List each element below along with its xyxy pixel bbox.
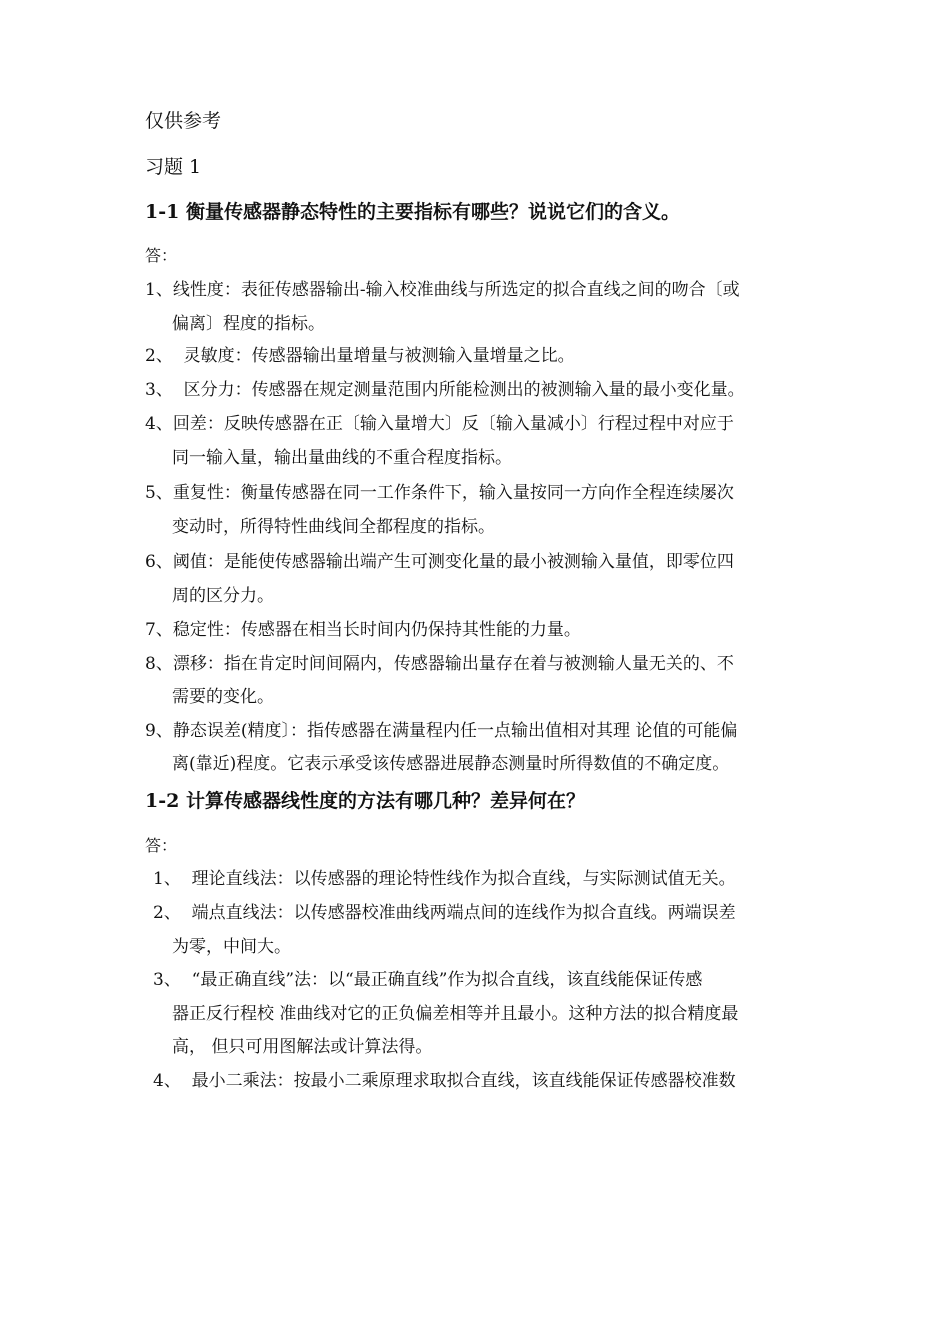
- q2-item-3-cont-2: 高， 但只可用图解法或计算法得。: [172, 1037, 433, 1057]
- item-number: 1、: [145, 280, 173, 300]
- item-text: 灵敏度：传感器输出量增量与被测输入量增量之比。: [183, 346, 575, 366]
- item-text: 回差：反映传感器在正〔输入量增大〕反〔输入量减小〕行程过程中对应于: [172, 414, 734, 434]
- q1-item-2: [145, 345, 575, 367]
- item-number: 2、: [145, 346, 173, 366]
- q1-item-5-cont: 变动时，所得特性曲线间全都程度的指标。: [172, 517, 495, 537]
- answer-label-1: 答：: [145, 246, 178, 265]
- chapter-title: 习题 1: [145, 156, 202, 178]
- q2-item-1: [153, 868, 736, 890]
- item-number: 1、: [153, 869, 181, 889]
- answer-label-2: 答：: [145, 836, 178, 855]
- item-text: 线性度：表征传感器输出-输入校准曲线与所选定的拟合直线之间的吻合〔或: [172, 280, 740, 300]
- q1-item-4-cont: 同一输入量，输出量曲线的不重合程度指标。: [172, 448, 512, 468]
- question-1-2: 1-2 计算传感器线性度的方法有哪几种？差异何在？: [145, 790, 585, 812]
- q2-item-3-cont-1: 器正反行程校 准曲线对它的正负偏差相等并且最小。这种方法的拟合精度最: [172, 1004, 739, 1024]
- item-text: 端点直线法：以传感器校准曲线两端点间的连线作为拟合直线。两端误差: [191, 903, 736, 923]
- q1-item-7: [145, 619, 581, 641]
- q1-item-9: [145, 720, 737, 742]
- q2-item-2: [153, 902, 736, 924]
- item-text: 漂移：指在肯定时间间隔内，传感器输出量存在着与被测输人量无关的、不: [172, 654, 734, 674]
- item-text: 稳定性：传感器在相当长时间内仍保持其性能的力量。: [172, 620, 581, 640]
- item-text: 区分力：传感器在规定测量范围内所能检测出的被测输入量的最小变化量。: [183, 380, 745, 400]
- item-number: 4、: [153, 1071, 181, 1091]
- q1-item-1: [145, 279, 740, 301]
- item-text: 理论直线法：以传感器的理论特性线作为拟合直线，与实际测试值无关。: [191, 869, 736, 889]
- item-text: “最正确直线”法：以“最正确直线”作为拟合直线，该直线能保证传感: [191, 970, 703, 990]
- item-number: 3、: [145, 380, 173, 400]
- q1-item-3: [145, 379, 745, 401]
- reference-note: 仅供参考: [145, 110, 222, 132]
- q1-item-8: [145, 653, 734, 675]
- item-text: 重复性：衡量传感器在同一工作条件下，输入量按同一方向作全程连续屡次: [172, 483, 734, 503]
- item-text: 阈值：是能使传感器输出端产生可测变化量的最小被测输入量值，即零位四: [172, 552, 734, 572]
- question-1-1: 1-1 衡量传感器静态特性的主要指标有哪些？说说它们的含义。: [145, 201, 680, 223]
- item-number: 4、: [145, 414, 173, 434]
- q1-item-5: [145, 482, 734, 504]
- q2-item-4: [153, 1070, 736, 1092]
- q2-item-3: [153, 969, 702, 991]
- q1-item-6: [145, 551, 734, 573]
- q1-item-8-cont: 需要的变化。: [172, 687, 274, 707]
- item-number: 6、: [145, 552, 173, 572]
- item-number: 8、: [145, 654, 173, 674]
- q1-item-9-cont: 离(靠近)程度。它表示承受该传感器进展静态测量时所得数值的不确定度。: [172, 754, 730, 774]
- item-text: 最小二乘法：按最小二乘原理求取拟合直线，该直线能保证传感器校准数: [191, 1071, 736, 1091]
- q2-item-2-cont: 为零，中间大。: [172, 937, 291, 957]
- item-number: 2、: [153, 903, 181, 923]
- q1-item-4: [145, 413, 734, 435]
- item-text: 静态误差(精度〕：指传感器在满量程内任一点输出值相对其理 论值的可能偏: [172, 721, 738, 741]
- item-number: 9、: [145, 721, 173, 741]
- item-number: 3、: [153, 970, 181, 990]
- q1-item-6-cont: 周的区分力。: [172, 586, 274, 606]
- item-number: 5、: [145, 483, 173, 503]
- q1-item-1-cont: 偏离〕程度的指标。: [172, 314, 325, 334]
- item-number: 7、: [145, 620, 173, 640]
